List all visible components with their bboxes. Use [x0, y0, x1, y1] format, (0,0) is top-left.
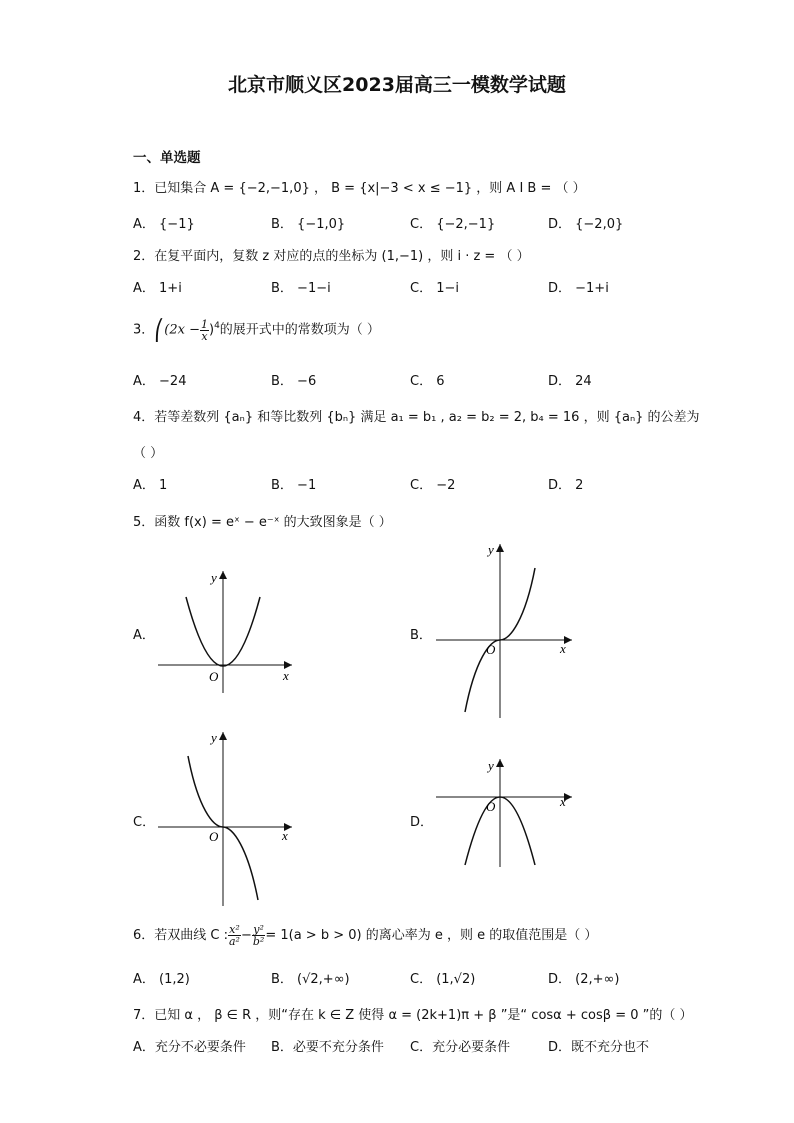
q4-option-a: A． 1: [133, 478, 168, 493]
q6-option-c: C． (1,√2): [410, 972, 476, 987]
q6-option-a: A． (1,2): [133, 972, 190, 987]
q4-option-d: D． 2: [548, 478, 584, 493]
q2-option-d: D． −1+i: [548, 281, 609, 296]
question-3-stem: 3．⎛(2x − $\frac{1}{x}$ )$^4$的展开式中的常数项为（ ）: [133, 317, 380, 343]
graph-b: [430, 540, 580, 720]
q5-option-a-label: A．: [133, 628, 155, 643]
q4-option-b: B． −1: [271, 478, 317, 493]
graph-b-x-label: x: [560, 641, 566, 656]
question-1-stem: 1．已知集合 A = {−2,−1,0} ， B = {x|−3 < x ≤ −1} ，则 A I B = （ ）: [133, 181, 586, 196]
q7-option-b: B．必要不充分条件: [271, 1040, 384, 1055]
q2-option-c: C． 1−i: [410, 281, 459, 296]
graph-a: [150, 565, 300, 695]
graph-c-origin: O: [209, 829, 219, 844]
graph-c-y-label: y: [211, 730, 217, 745]
q3-suffix: 的展开式中的常数项为（ ）: [219, 322, 380, 338]
graph-a-x-label: x: [283, 668, 289, 683]
q7-option-a: A．充分不必要条件: [133, 1040, 246, 1055]
q5-option-d-label: D．: [410, 815, 434, 830]
q6-f1-num: x²: [229, 923, 240, 936]
q3-prefix: 3．: [133, 322, 155, 338]
graph-d-origin: O: [486, 799, 496, 814]
q6-f2-num: y²: [253, 923, 264, 936]
q6-fraction-2: [252, 924, 265, 947]
q6-f2-den: b²: [252, 935, 265, 948]
q2-option-b: B． −1−i: [271, 281, 331, 296]
q1-option-a: A． {−1}: [133, 217, 195, 232]
q3-expr-right: ): [208, 322, 215, 338]
question-7-stem: 7．已知 α ， β ∈ R ，则“存在 k ∈ Z 使得 α = (2k+1)π + β ”是“ cosα + cosβ = 0 ”的（ ）: [133, 1008, 693, 1023]
q2-option-a: A． 1+i: [133, 281, 182, 296]
q6-option-d: D． (2,+∞): [548, 972, 620, 987]
graph-c-x-label: x: [282, 828, 288, 843]
graph-d: [430, 755, 580, 870]
q6-prefix: 6．若双曲线 C :: [133, 928, 228, 943]
graph-a-origin: O: [209, 669, 219, 684]
q5-option-b-label: B．: [410, 628, 432, 643]
q3-frac-num: 1: [200, 317, 208, 331]
q7-option-d: D．既不充分也不: [548, 1040, 650, 1055]
question-6-stem: [133, 924, 597, 947]
question-4-paren: （ ）: [133, 446, 164, 461]
graph-b-origin: O: [486, 642, 496, 657]
question-5-stem: 5．函数 f(x) = eˣ − e⁻ˣ 的大致图象是（ ）: [133, 515, 392, 530]
q3-option-d: D． 24: [548, 374, 592, 389]
graph-c: [150, 728, 300, 908]
q6-suffix: = 1(a > b > 0) 的离心率为 e ，则 e 的取值范围是（ ）: [265, 928, 598, 943]
q3-option-a: A． −24: [133, 374, 187, 389]
section-heading: 一、单选题: [133, 150, 201, 166]
q1-option-c: C． {−2,−1}: [410, 217, 496, 232]
q3-option-c: C． 6: [410, 374, 445, 389]
q6-minus: −: [240, 928, 252, 943]
q6-option-b: B． (√2,+∞): [271, 972, 350, 987]
graph-d-x-label: x: [560, 794, 566, 809]
q1-option-b: B． {−1,0}: [271, 217, 346, 232]
q3-power: 4: [214, 321, 220, 332]
q6-f1-den: a²: [229, 935, 240, 948]
page-title: 北京市顺义区2023届高三一模数学试题: [228, 74, 566, 96]
q4-option-c: C． −2: [410, 478, 456, 493]
q5-option-c-label: C．: [133, 815, 156, 830]
graph-a-y-label: y: [211, 570, 217, 585]
q3-fraction: [200, 319, 209, 342]
question-4-stem: 4．若等差数列 {aₙ} 和等比数列 {bₙ} 满足 a₁ = b₁ , a₂ = b₂ = 2, b₄ = 16 ，则 {aₙ} 的公差为: [133, 410, 700, 425]
graph-d-y-label: y: [488, 758, 494, 773]
question-2-stem: 2．在复平面内，复数 z 对应的点的坐标为 (1,−1) ，则 i · z = （ ）: [133, 249, 530, 264]
q1-option-d: D． {−2,0}: [548, 217, 624, 232]
q6-fraction-1: [228, 924, 241, 947]
graph-b-y-label: y: [488, 542, 494, 557]
q3-frac-den: x: [201, 329, 208, 343]
q3-option-b: B． −6: [271, 374, 317, 389]
q7-option-c: C．充分必要条件: [410, 1040, 511, 1055]
q3-expr-left: (2x −: [164, 322, 200, 338]
